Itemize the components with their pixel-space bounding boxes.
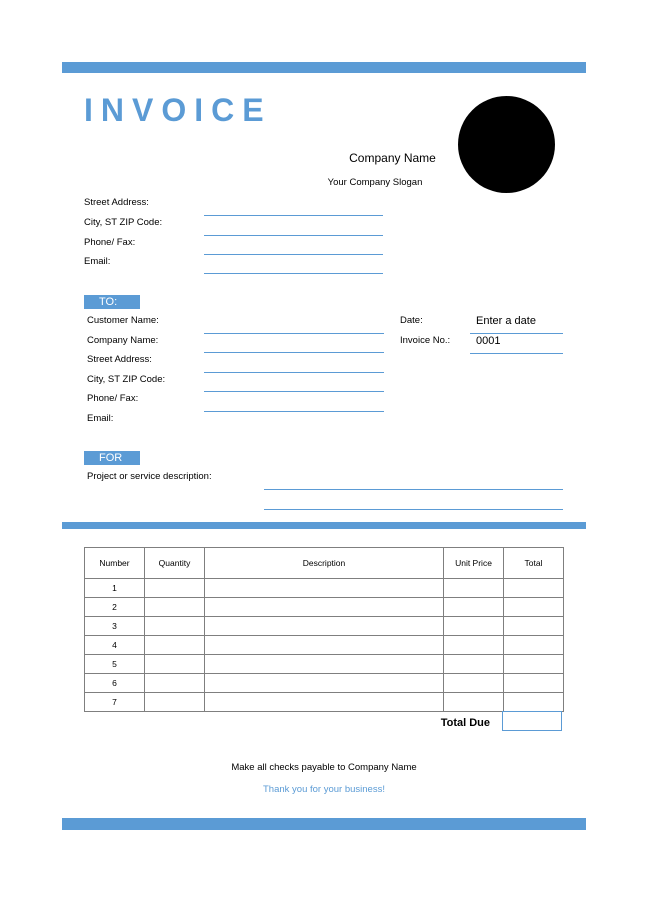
quantity-cell[interactable] (145, 617, 205, 636)
total-due-field[interactable] (502, 711, 562, 731)
quantity-cell[interactable] (145, 655, 205, 674)
thank-you-note: Thank you for your business! (263, 784, 385, 795)
total-due-label: Total Due (440, 717, 490, 729)
quantity-cell[interactable] (145, 674, 205, 693)
company-logo[interactable] (458, 96, 555, 193)
total-cell[interactable] (504, 693, 564, 712)
quantity-cell[interactable] (145, 693, 205, 712)
project-description-line-1[interactable] (264, 489, 563, 490)
items-table (84, 547, 564, 712)
header-total: Total (504, 548, 564, 579)
invoice-number-field[interactable] (470, 353, 563, 354)
row-number: 7 (85, 693, 145, 712)
to-street-label: Street Address: (87, 354, 152, 365)
description-cell[interactable] (205, 598, 444, 617)
sender-email-field[interactable] (204, 273, 383, 274)
quantity-cell[interactable] (145, 598, 205, 617)
row-number: 4 (85, 636, 145, 655)
table-header-row (85, 548, 564, 579)
description-cell[interactable] (205, 636, 444, 655)
unit-price-cell[interactable] (444, 579, 504, 598)
row-number: 6 (85, 674, 145, 693)
description-cell[interactable] (205, 655, 444, 674)
row-number: 5 (85, 655, 145, 674)
row-number: 2 (85, 598, 145, 617)
date-label: Date: (400, 315, 423, 326)
total-cell[interactable] (504, 579, 564, 598)
header-unit-price: Unit Price (444, 548, 504, 579)
to-city-label: City, ST ZIP Code: (87, 374, 166, 385)
date-field[interactable] (470, 333, 563, 334)
project-description-line-2[interactable] (264, 509, 563, 510)
to-phone-field[interactable] (204, 411, 384, 412)
sender-street-field[interactable] (204, 215, 383, 216)
bottom-accent-bar (62, 818, 586, 830)
checks-payable-note: Make all checks payable to Company Name (231, 762, 417, 773)
table-row (85, 598, 564, 617)
to-street-field[interactable] (204, 372, 384, 373)
total-cell[interactable] (504, 598, 564, 617)
sender-phone-field[interactable] (204, 254, 383, 255)
to-customer-label: Customer Name: (87, 315, 159, 326)
project-description-label: Project or service description: (87, 471, 212, 482)
company-slogan[interactable]: Your Company Slogan (327, 177, 423, 188)
to-company-label: Company Name: (87, 335, 159, 346)
to-phone-label: Phone/ Fax: (87, 393, 139, 404)
sender-street-label: Street Address: (84, 197, 149, 208)
unit-price-cell[interactable] (444, 617, 504, 636)
table-row (85, 617, 564, 636)
quantity-cell[interactable] (145, 579, 205, 598)
unit-price-cell[interactable] (444, 693, 504, 712)
total-cell[interactable] (504, 617, 564, 636)
invoice-number-value[interactable]: 0001 (476, 335, 501, 347)
sender-phone-label: Phone/ Fax: (84, 237, 136, 248)
total-cell[interactable] (504, 674, 564, 693)
unit-price-cell[interactable] (444, 655, 504, 674)
quantity-cell[interactable] (145, 636, 205, 655)
table-row (85, 579, 564, 598)
unit-price-cell[interactable] (444, 636, 504, 655)
table-row (85, 693, 564, 712)
description-cell[interactable] (205, 579, 444, 598)
table-row (85, 674, 564, 693)
sender-city-label: City, ST ZIP Code: (84, 217, 163, 228)
description-cell[interactable] (205, 674, 444, 693)
to-customer-field[interactable] (204, 333, 384, 334)
date-value[interactable]: Enter a date (476, 315, 536, 327)
to-heading: TO: (84, 295, 140, 309)
for-heading: FOR (84, 451, 140, 465)
table-row (85, 636, 564, 655)
header-number: Number (85, 548, 145, 579)
description-cell[interactable] (205, 617, 444, 636)
total-cell[interactable] (504, 655, 564, 674)
invoice-title: INVOICE (84, 92, 272, 128)
middle-accent-bar (62, 522, 586, 529)
header-quantity: Quantity (145, 548, 205, 579)
row-number: 1 (85, 579, 145, 598)
row-number: 3 (85, 617, 145, 636)
top-accent-bar (62, 62, 586, 73)
header-description: Description (205, 548, 444, 579)
sender-city-field[interactable] (204, 235, 383, 236)
unit-price-cell[interactable] (444, 674, 504, 693)
to-city-field[interactable] (204, 391, 384, 392)
unit-price-cell[interactable] (444, 598, 504, 617)
sender-email-label: Email: (84, 256, 111, 267)
to-email-label: Email: (87, 413, 114, 424)
to-company-field[interactable] (204, 352, 384, 353)
invoice-number-label: Invoice No.: (400, 335, 451, 346)
total-cell[interactable] (504, 636, 564, 655)
company-name[interactable]: Company Name (349, 151, 436, 165)
table-row (85, 655, 564, 674)
description-cell[interactable] (205, 693, 444, 712)
